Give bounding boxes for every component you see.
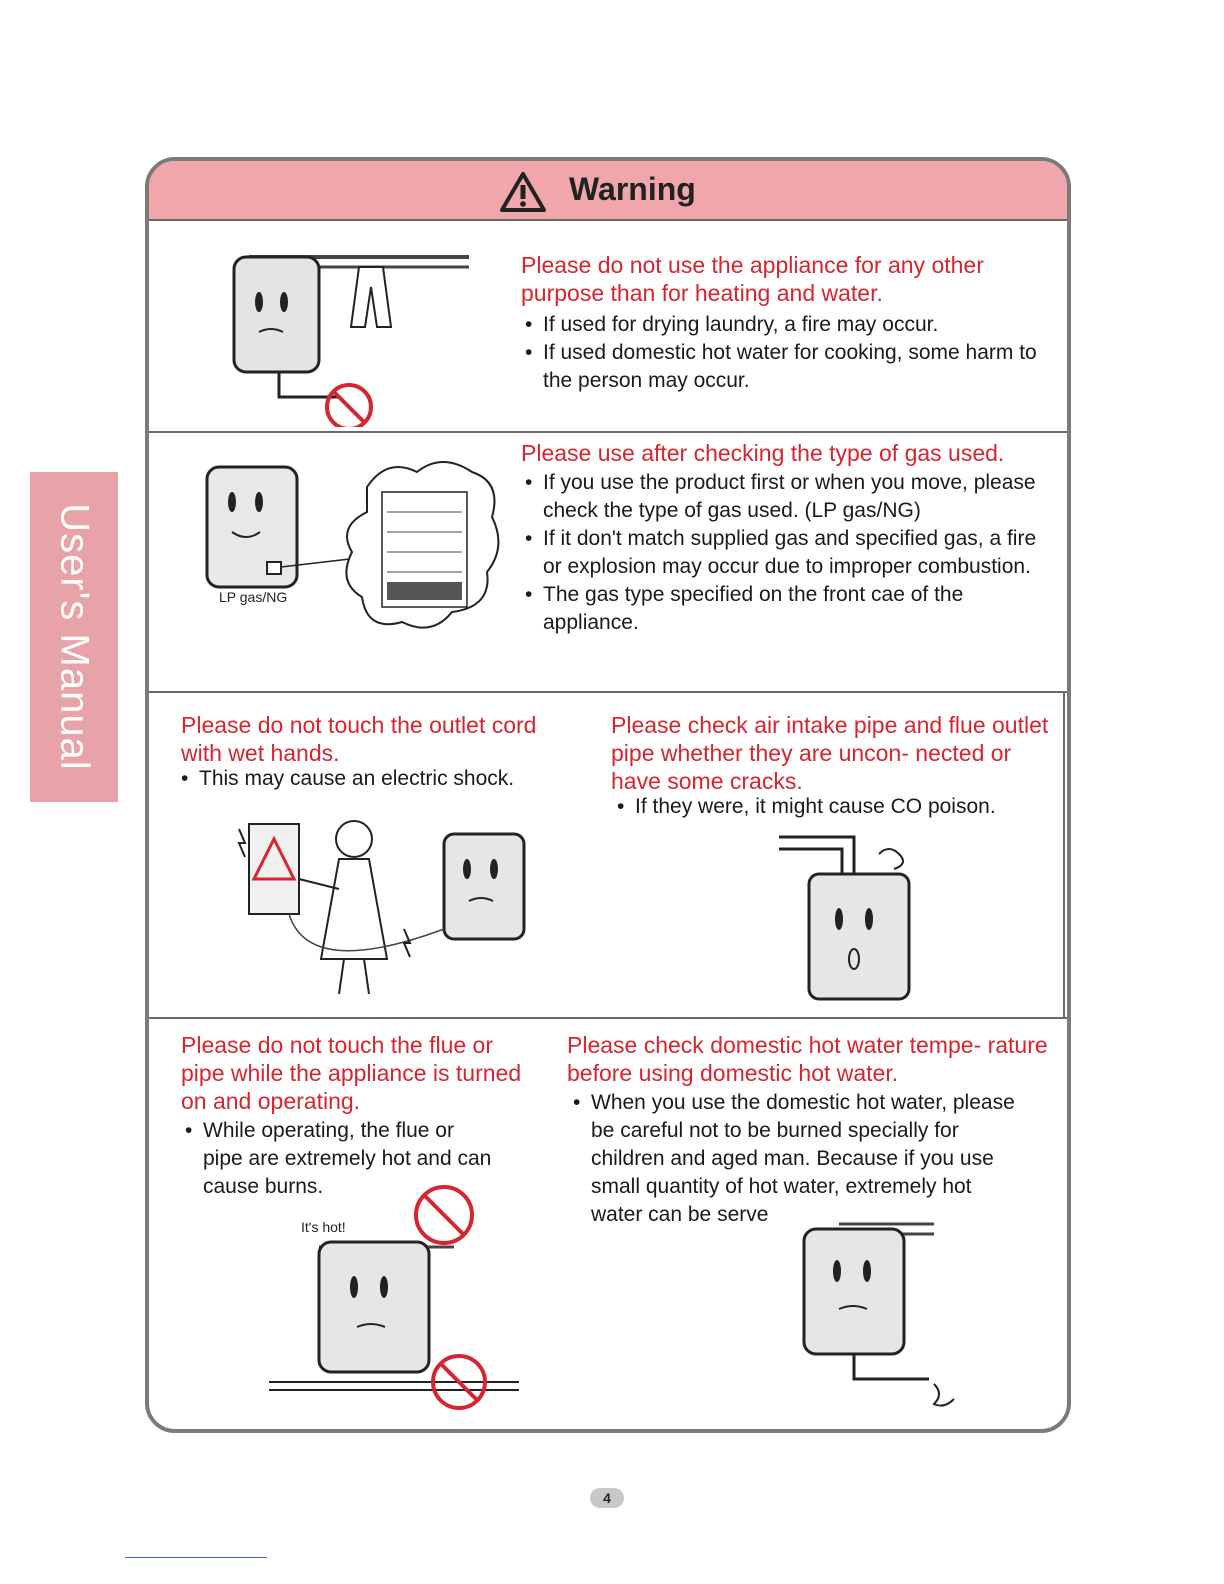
section-4-bullet: • If they were, it might cause CO poison. <box>617 793 1062 821</box>
section-4-bullets <box>617 793 1062 821</box>
section-6-title: Please check domestic hot water tempe- rature before using domestic hot water. <box>567 1032 1048 1086</box>
side-tab-label: User's Manual <box>52 503 97 771</box>
warning-title: Warning <box>569 171 696 207</box>
hot-water-illustration <box>759 1209 999 1419</box>
side-tab <box>30 472 118 802</box>
warning-frame <box>145 157 1071 1433</box>
flue-pipe-illustration <box>769 829 949 1009</box>
electric-shock-illustration <box>229 809 559 999</box>
divider <box>149 691 1067 693</box>
section-3-title: Please do not touch the outlet cord with wet hands. <box>181 712 537 766</box>
section-2-bullet: • If it don't match supplied gas and specified gas, a fire or explosion may occur due to improper combustion. <box>525 525 1045 581</box>
section-2-bullet: • If you use the product first or when you move, please check the type of gas used. (LP gas/NG) <box>525 469 1045 525</box>
page-number: 4 <box>590 1488 624 1508</box>
gas-type-caption: LP gas/NG <box>219 589 288 605</box>
section-1-title: Please do not use the appliance for any other purpose than for heating and water. <box>521 252 984 306</box>
its-hot-caption: It's hot! <box>301 1219 346 1235</box>
heater-laundry-illustration <box>189 227 489 427</box>
section-6-bullets <box>573 1089 1028 1229</box>
hot-flue-illustration <box>259 1177 539 1417</box>
divider <box>1063 691 1065 1017</box>
section-3-bullets <box>181 765 571 793</box>
divider <box>149 1017 1067 1019</box>
section-1-bullet: • If used domestic hot water for cooking, some harm to the person may occur. <box>525 339 1045 395</box>
warning-triangle-icon <box>499 171 547 213</box>
section-2-bullets <box>525 469 1045 637</box>
section-2-title: Please use after checking the type of gas used. <box>521 440 1005 466</box>
warning-header <box>149 161 1067 221</box>
section-5-bullet: • While operating, the flue or pipe are extremely hot and can cause burns. <box>185 1117 495 1201</box>
section-2-bullet: • The gas type specified on the front cae of the appliance. <box>525 581 1045 637</box>
gas-label-illustration <box>177 457 507 657</box>
section-5-title: Please do not touch the flue or pipe while the appliance is turned on and operating. <box>181 1032 522 1114</box>
footer-line <box>125 1557 267 1558</box>
section-6-bullet: • When you use the domestic hot water, please be careful not to be burned specially for children and aged man. Because if you use small quantity of hot water, extremely hot water can be serve <box>573 1089 1028 1229</box>
section-1-bullets <box>525 311 1045 395</box>
section-3-bullet: • This may cause an electric shock. <box>181 765 571 793</box>
section-4-title: Please check air intake pipe and flue outlet pipe whether they are uncon- nected or have some cracks. <box>611 712 1049 794</box>
section-1-bullet: • If used for drying laundry, a fire may occur. <box>525 311 1045 339</box>
divider <box>149 431 1067 433</box>
